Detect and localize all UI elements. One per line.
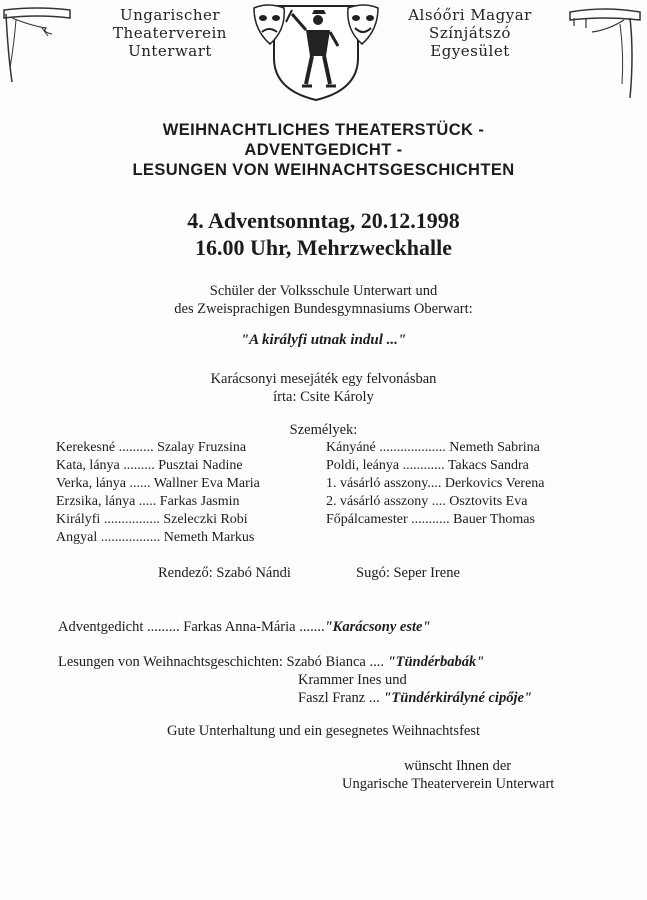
- cast-role: Királyfi ................: [56, 512, 160, 527]
- readings-person: Krammer Ines und: [298, 672, 407, 688]
- header-left: [100, 6, 240, 60]
- performers-line: Schüler der Volksschule Unterwart und: [209, 283, 438, 299]
- cast-role: 1. vásárló asszony....: [326, 476, 442, 491]
- cast-actor: Szeleczki Robi: [163, 512, 248, 527]
- cast-row: [56, 529, 254, 547]
- advent-poem-title: "Karácsony este": [324, 619, 431, 635]
- header-right: [390, 6, 550, 60]
- cast-row: [56, 511, 248, 529]
- cast-heading: Személyek:: [289, 422, 358, 438]
- cast-role: Erzsika, lánya .....: [56, 494, 157, 509]
- cast-actor: Osztovits Eva: [449, 494, 528, 509]
- curtain-left-icon: [2, 4, 72, 84]
- curtain-right-icon: [568, 4, 642, 100]
- title-line: ADVENTGEDICHT -: [244, 141, 403, 159]
- advent-poem-line: [58, 618, 431, 636]
- cast-actor: Szalay Fruzsina: [157, 440, 247, 455]
- header-left-line: Theaterverein: [113, 24, 227, 42]
- readings-label: Lesungen von Weihnachtsgeschichten:: [58, 654, 283, 670]
- header-right-line: Egyesület: [430, 42, 510, 60]
- cast-row: [56, 493, 240, 511]
- cast-actor: Nemeth Sabrina: [449, 440, 540, 455]
- performers-line: des Zweisprachigen Bundesgymnasiums Oberwart:: [174, 301, 473, 317]
- cast-row: [326, 493, 527, 511]
- cast-role: Poldi, leánya ............: [326, 458, 445, 473]
- title-line: WEIHNACHTLICHES THEATERSTÜCK -: [162, 121, 485, 139]
- director-credit: Rendező: Szabó Nándi: [158, 565, 291, 581]
- header-right-line: Színjátszó: [429, 24, 511, 42]
- readings-person: Szabó Bianca ....: [286, 654, 384, 670]
- readings-line: [58, 653, 484, 671]
- cast-role: Angyal .................: [56, 530, 161, 545]
- cast-actor: Bauer Thomas: [453, 512, 535, 527]
- cast-actor: Nemeth Markus: [163, 530, 255, 545]
- time-venue-line: 16.00 Uhr, Mehrzweckhalle: [194, 235, 453, 260]
- cast-row: [56, 439, 246, 457]
- cast-row: [326, 439, 540, 457]
- cast-role: Kerekesné ..........: [56, 440, 154, 455]
- play-title: "A királyfi utnak indul ...": [240, 332, 407, 348]
- play-info: [0, 370, 647, 406]
- cast-actor: Pusztai Nadine: [158, 458, 243, 473]
- cast-role: Kányáné ...................: [326, 440, 446, 455]
- cast-actor: Derkovics Verena: [444, 476, 545, 491]
- play-info-line: Karácsonyi mesejáték egy felvonásban: [210, 371, 437, 387]
- cast-row: [326, 457, 529, 475]
- cast-row: [56, 457, 243, 475]
- header-right-line: Alsóőri Magyar: [408, 6, 532, 24]
- readings-title: "Tündérkirályné cipője": [383, 690, 532, 706]
- cast-actor: Farkas Jasmin: [159, 494, 240, 509]
- prompter-credit: Sugó: Seper Irene: [356, 565, 460, 581]
- cast-role: Verka, lánya ......: [56, 476, 151, 491]
- advent-poem-person: Farkas Anna-Mária .......: [183, 619, 325, 635]
- signature-line: wünscht Ihnen der: [404, 758, 512, 774]
- advent-poem-label: Adventgedicht .........: [58, 619, 180, 635]
- readings-person: Faszl Franz ...: [298, 690, 380, 706]
- readings-line: [298, 689, 532, 707]
- header-left-line: Ungarischer: [119, 6, 221, 24]
- readings-title: "Tündérbabák": [387, 654, 485, 670]
- cast-row: [326, 475, 545, 493]
- event-title: [0, 120, 647, 180]
- cast-role: Kata, lánya .........: [56, 458, 155, 473]
- cast-row: [56, 475, 260, 493]
- title-line: LESUNGEN VON WEIHNACHTSGESCHICHTEN: [132, 161, 515, 179]
- cast-actor: Takacs Sandra: [447, 458, 529, 473]
- cast-row: [326, 511, 535, 529]
- date-line: 4. Adventsonntag, 20.12.1998: [187, 208, 460, 233]
- performers-intro: [0, 282, 647, 318]
- theater-emblem-icon: [246, 0, 386, 102]
- cast-role: Főpálcamester ...........: [326, 512, 450, 527]
- cast-actor: Wallner Eva Maria: [153, 476, 260, 491]
- play-info-line: írta: Csite Károly: [273, 389, 374, 405]
- header-left-line: Unterwart: [128, 42, 212, 60]
- cast-role: 2. vásárló asszony ....: [326, 494, 446, 509]
- closing-wish: Gute Unterhaltung und ein gesegnetes Weihnachtsfest: [166, 723, 481, 739]
- signature-line: Ungarische Theaterverein Unterwart: [342, 776, 555, 792]
- event-date: [0, 207, 647, 261]
